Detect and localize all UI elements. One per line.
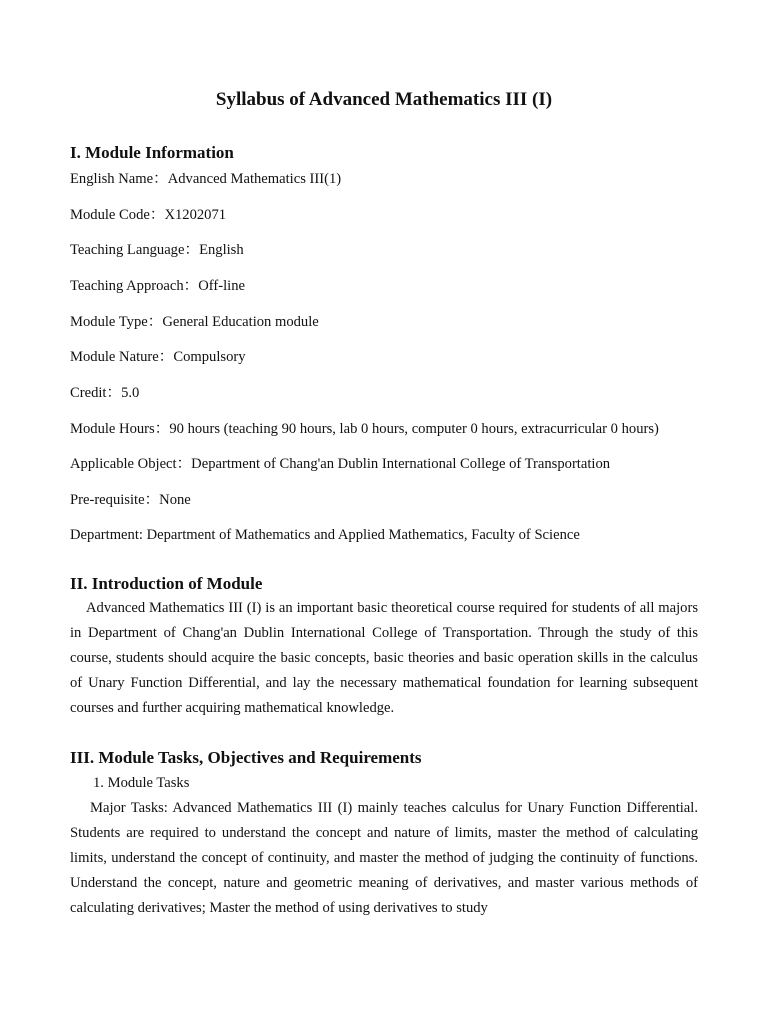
info-label: Pre-requisite： (70, 492, 160, 508)
info-value: General Education module (162, 314, 319, 330)
info-value: Department of Chang'an Dublin International College of Transportation (191, 456, 611, 472)
section-heading-introduction: II. Introduction of Module (70, 574, 263, 593)
info-label: Module Nature： (70, 349, 174, 365)
document-title: Syllabus of Advanced Mathematics III (I) (215, 89, 553, 110)
info-value: Advanced Mathematics III(1) (167, 171, 342, 187)
info-value: 90 hours (teaching 90 hours, lab 0 hours, computer 0 hours, extracurricular 0 hours) (169, 421, 659, 437)
info-value: English (199, 242, 244, 258)
info-row-pre-requisite (70, 490, 191, 510)
info-row-teaching-approach (70, 276, 245, 296)
info-label: Teaching Language： (70, 242, 200, 258)
info-label: English Name： (70, 171, 168, 187)
section-heading-tasks-objectives: III. Module Tasks, Objectives and Requirements (70, 748, 422, 767)
info-value: X1202071 (164, 207, 227, 223)
info-label: Module Hours： (70, 421, 170, 437)
subheading-module-tasks: 1. Module Tasks (93, 775, 190, 791)
info-value: Off-line (198, 278, 246, 294)
info-value: Compulsory (173, 349, 246, 365)
section-heading-module-information: I. Module Information (70, 143, 234, 162)
info-row-module-type (70, 312, 319, 332)
info-row-teaching-language (70, 240, 244, 260)
info-value: Department of Mathematics and Applied Mathematics, Faculty of Science (146, 527, 580, 543)
info-row-module-nature (70, 347, 246, 367)
info-row-english-name (70, 169, 341, 189)
info-row-applicable-object (70, 454, 610, 474)
info-label: Credit： (70, 385, 122, 401)
info-label: Department: (70, 527, 147, 543)
info-value: 5.0 (121, 385, 140, 401)
info-label: Module Code： (70, 207, 165, 223)
info-row-credit (70, 383, 139, 403)
info-row-module-code (70, 205, 226, 225)
info-row-department (70, 525, 580, 545)
info-row-module-hours (70, 419, 659, 439)
introduction-paragraph: Advanced Mathematics III (I) is an important basic theoretical course required for students of all majors in Department of Chang'an Dublin International College of Transportation. Through the study of this course, students should acquire the basic concepts, basic theories and basic operation skills in the calculus of Unary Function Differential, and lay the necessary mathematical foundation for learning subsequent courses and further acquiring mathematical knowledge. (70, 600, 698, 717)
module-tasks-paragraph: Major Tasks: Advanced Mathematics III (I) mainly teaches calculus for Unary Function Differential. Students are required to understand the concept and nature of limits, master the method of calculating limits, understand the concept of continuity, and master the method of judging the continuity of functions. Understand the concept, nature and geometric meaning of derivatives, and master various methods of calculating derivatives; Master the method of using derivatives to study (70, 800, 698, 917)
info-label: Module Type： (70, 314, 163, 330)
info-label: Applicable Object： (70, 456, 192, 472)
info-value: None (159, 492, 191, 508)
info-label: Teaching Approach： (70, 278, 199, 294)
